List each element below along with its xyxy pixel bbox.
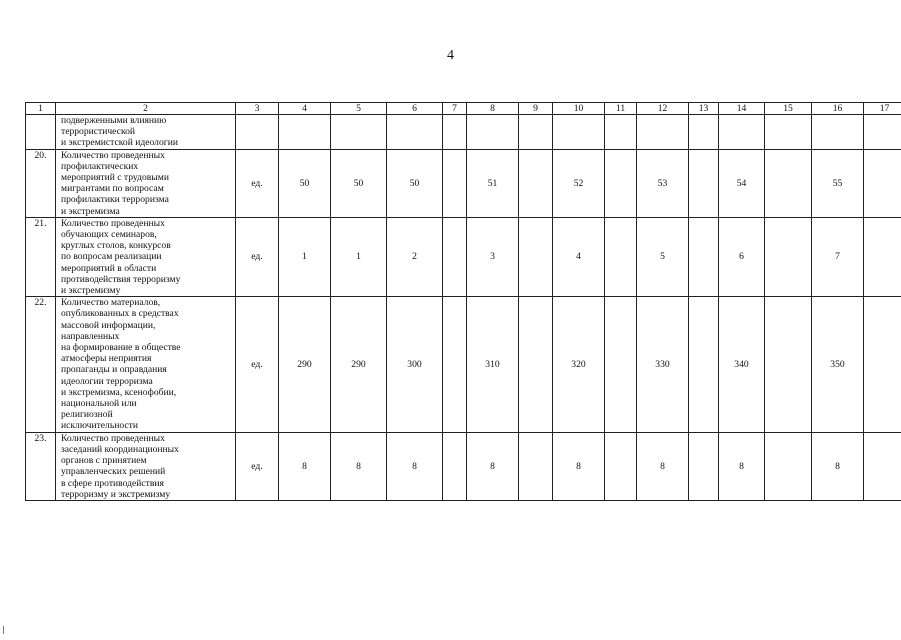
- value-cell-16: 55: [812, 149, 864, 217]
- value-cell-7: [443, 149, 467, 217]
- value-cell-15: [765, 297, 812, 432]
- value-cell-13: [689, 297, 719, 432]
- value-cell-5: 290: [331, 297, 387, 432]
- indicator-name-line: и экстремизма: [61, 205, 120, 217]
- unit-cell: [236, 115, 279, 150]
- value-cell-13: [689, 149, 719, 217]
- indicator-name: [56, 149, 236, 217]
- row-number: 21.: [26, 217, 56, 296]
- value-cell-10: [553, 115, 605, 150]
- value-cell-15: [765, 115, 812, 150]
- table-row: [26, 432, 901, 500]
- indicator-name-line: на формирование в обществе: [61, 342, 181, 354]
- indicator-name-line: профилактических: [61, 160, 139, 172]
- value-cell-15: [765, 217, 812, 296]
- header-cell: 14: [719, 103, 765, 115]
- header-cell: 7: [443, 103, 467, 115]
- value-cell-8: [467, 115, 519, 150]
- indicator-name: [56, 432, 236, 500]
- value-cell-6: 50: [387, 149, 443, 217]
- value-cell-12: 5: [637, 217, 689, 296]
- value-cell-10: 320: [553, 297, 605, 432]
- indicator-name-line: мигрантами по вопросам: [61, 183, 164, 195]
- indicator-name-line: управленческих решений: [61, 466, 166, 478]
- value-cell-14: 54: [719, 149, 765, 217]
- value-cell-11: [605, 432, 637, 500]
- indicator-name-line: мероприятий с трудовыми: [61, 172, 169, 184]
- indicator-name: [56, 115, 236, 150]
- row-number: [26, 115, 56, 150]
- value-cell-6: [387, 115, 443, 150]
- value-cell-10: 52: [553, 149, 605, 217]
- value-cell-16: 7: [812, 217, 864, 296]
- scan-edge-mark: [3, 626, 4, 634]
- value-cell-9: [519, 217, 553, 296]
- value-cell-4: 290: [279, 297, 331, 432]
- value-cell-8: 8: [467, 432, 519, 500]
- value-cell-17: [864, 217, 901, 296]
- indicator-name-line: Количество проведенных: [61, 432, 165, 444]
- value-cell-4: 1: [279, 217, 331, 296]
- indicator-name-line: и экстремизму: [61, 285, 121, 297]
- indicator-name-line: противодействия терроризму: [61, 273, 181, 285]
- indicator-name-line: обучающих семинаров,: [61, 229, 157, 241]
- value-cell-6: 2: [387, 217, 443, 296]
- table-row: [26, 297, 901, 432]
- value-cell-13: [689, 115, 719, 150]
- indicator-name: [56, 297, 236, 432]
- value-cell-5: 50: [331, 149, 387, 217]
- value-cell-4: 8: [279, 432, 331, 500]
- indicator-name-line: подверженными влиянию: [61, 115, 167, 126]
- value-cell-16: 8: [812, 432, 864, 500]
- indicator-name-line: направленных: [61, 330, 120, 342]
- value-cell-14: 340: [719, 297, 765, 432]
- value-cell-7: [443, 297, 467, 432]
- header-cell: 12: [637, 103, 689, 115]
- unit-cell: ед.: [236, 432, 279, 500]
- indicator-name-line: органов с принятием: [61, 455, 147, 467]
- indicator-name-line: по вопросам реализации: [61, 251, 162, 263]
- value-cell-7: [443, 432, 467, 500]
- value-cell-12: 53: [637, 149, 689, 217]
- value-cell-8: 310: [467, 297, 519, 432]
- indicator-name-line: исключительности: [61, 420, 138, 432]
- value-cell-11: [605, 115, 637, 150]
- value-cell-11: [605, 217, 637, 296]
- indicator-name-line: профилактики терроризма: [61, 194, 169, 206]
- value-cell-10: 8: [553, 432, 605, 500]
- indicator-name-line: в сфере противодействия: [61, 477, 164, 489]
- indicator-name-line: и экстремизма, ксенофобии,: [61, 386, 177, 398]
- value-cell-14: 6: [719, 217, 765, 296]
- value-cell-14: [719, 115, 765, 150]
- table-row: [26, 149, 901, 217]
- row-number: 22.: [26, 297, 56, 432]
- indicator-name-line: пропаганды и оправдания: [61, 364, 167, 376]
- unit-cell: ед.: [236, 149, 279, 217]
- header-cell: 17: [864, 103, 901, 115]
- header-cell: 2: [56, 103, 236, 115]
- indicator-name-line: национальной или: [61, 398, 137, 410]
- value-cell-9: [519, 115, 553, 150]
- header-cell: 8: [467, 103, 519, 115]
- value-cell-12: 330: [637, 297, 689, 432]
- page-number: 4: [447, 48, 454, 63]
- indicator-name-line: круглых столов, конкурсов: [61, 240, 171, 252]
- header-cell: 16: [812, 103, 864, 115]
- indicator-name-line: Количество проведенных: [61, 217, 165, 229]
- unit-cell: ед.: [236, 217, 279, 296]
- value-cell-10: 4: [553, 217, 605, 296]
- header-cell: 5: [331, 103, 387, 115]
- value-cell-7: [443, 115, 467, 150]
- table-row: [26, 217, 901, 296]
- value-cell-14: 8: [719, 432, 765, 500]
- header-cell: 10: [553, 103, 605, 115]
- indicator-name-line: мероприятий в области: [61, 262, 157, 274]
- value-cell-16: 350: [812, 297, 864, 432]
- value-cell-13: [689, 432, 719, 500]
- value-cell-16: [812, 115, 864, 150]
- value-cell-15: [765, 432, 812, 500]
- value-cell-17: [864, 149, 901, 217]
- header-cell: 9: [519, 103, 553, 115]
- header-cell: 3: [236, 103, 279, 115]
- indicators-table: [25, 102, 901, 501]
- value-cell-4: [279, 115, 331, 150]
- indicator-name-line: Количество проведенных: [61, 149, 165, 161]
- value-cell-17: [864, 115, 901, 150]
- indicator-name-line: атмосферы неприятия: [61, 353, 152, 365]
- header-cell: 4: [279, 103, 331, 115]
- indicator-name-line: массовой информации,: [61, 319, 156, 331]
- header-cell: 11: [605, 103, 637, 115]
- value-cell-6: 8: [387, 432, 443, 500]
- value-cell-9: [519, 297, 553, 432]
- value-cell-5: 8: [331, 432, 387, 500]
- value-cell-12: [637, 115, 689, 150]
- value-cell-8: 3: [467, 217, 519, 296]
- header-row: [26, 103, 901, 115]
- indicator-name-line: и экстремистской идеологии: [61, 137, 178, 149]
- indicator-name-line: заседаний координационных: [61, 443, 179, 455]
- value-cell-13: [689, 217, 719, 296]
- value-cell-7: [443, 217, 467, 296]
- table-row: [26, 115, 901, 150]
- indicator-name: [56, 217, 236, 296]
- value-cell-6: 300: [387, 297, 443, 432]
- value-cell-12: 8: [637, 432, 689, 500]
- indicator-name-line: Количество материалов,: [61, 297, 161, 309]
- header-cell: 15: [765, 103, 812, 115]
- value-cell-5: [331, 115, 387, 150]
- value-cell-17: [864, 432, 901, 500]
- indicator-name-line: религиозной: [61, 409, 113, 421]
- value-cell-17: [864, 297, 901, 432]
- indicator-name-line: терроризму и экстремизму: [61, 488, 171, 500]
- unit-cell: ед.: [236, 297, 279, 432]
- value-cell-5: 1: [331, 217, 387, 296]
- value-cell-11: [605, 149, 637, 217]
- header-cell: 6: [387, 103, 443, 115]
- indicator-name-line: опубликованных в средствах: [61, 308, 179, 320]
- value-cell-8: 51: [467, 149, 519, 217]
- row-number: 20.: [26, 149, 56, 217]
- header-cell: 13: [689, 103, 719, 115]
- indicator-name-line: идеологии терроризма: [61, 375, 153, 387]
- value-cell-15: [765, 149, 812, 217]
- value-cell-4: 50: [279, 149, 331, 217]
- value-cell-11: [605, 297, 637, 432]
- value-cell-9: [519, 149, 553, 217]
- indicator-name-line: террористической: [61, 126, 136, 138]
- row-number: 23.: [26, 432, 56, 500]
- value-cell-9: [519, 432, 553, 500]
- header-cell: 1: [26, 103, 56, 115]
